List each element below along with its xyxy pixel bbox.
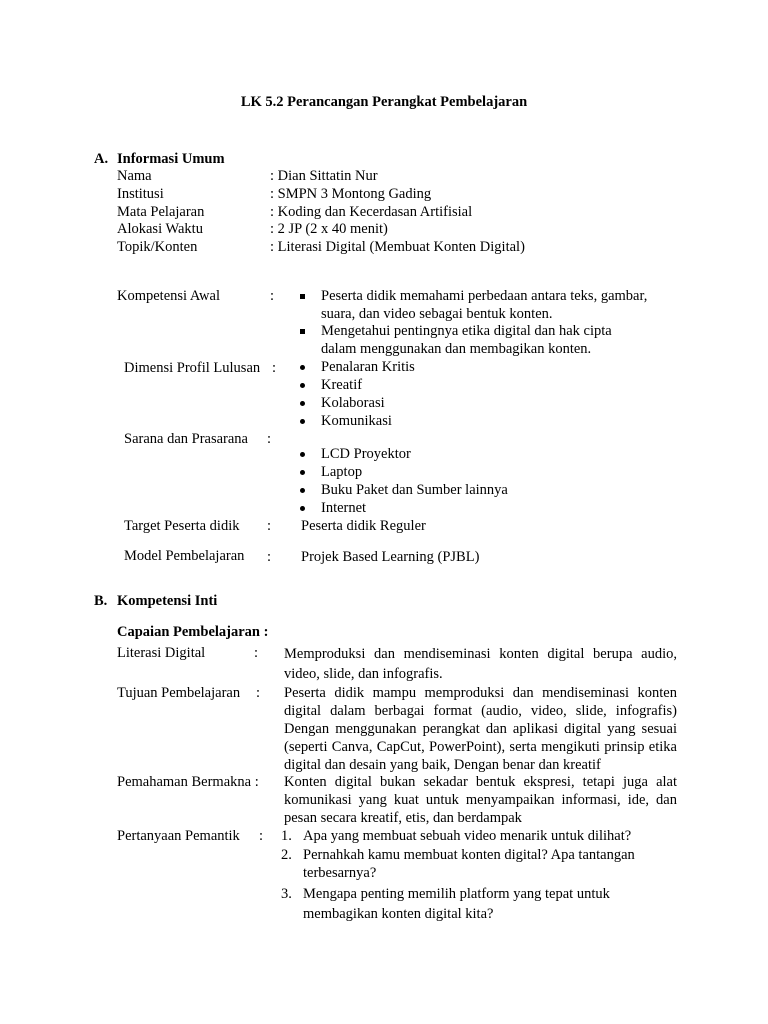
- kompetensi-awal-colon: :: [270, 288, 275, 304]
- pertanyaan-number-1: 1.: [281, 828, 292, 844]
- pertanyaan-item-2-line-2: terbesarnya?: [303, 865, 377, 881]
- model-label: Model Pembelajaran: [124, 548, 245, 564]
- model-value: Projek Based Learning (PJBL): [301, 549, 480, 565]
- dimensi-item-4: Komunikasi: [321, 413, 392, 429]
- section-b-letter: B.: [94, 593, 108, 609]
- info-value-mapel: : Koding dan Kecerdasan Artifisial: [270, 204, 473, 220]
- tujuan-colon: :: [256, 685, 261, 701]
- bullet-icon: [300, 383, 305, 388]
- info-label-nama: Nama: [117, 168, 152, 184]
- tujuan-text: Peserta didik mampu memproduksi dan mendiseminasi konten digital dalam berbagai format (audio, video, slide, infografis) Dengan menggunakan perangkat dan aplikasi digital yang sesuai (seperti Canva, CapCut, PowerPoint), serta mengikuti prinsip etika digital dan desain yang baik, Dengan benar dan kreatif: [284, 685, 677, 773]
- kompetensi-awal-item-2-line-1: Mengetahui pentingnya etika digital dan hak cipta: [321, 323, 612, 339]
- dimensi-item-2: Kreatif: [321, 377, 363, 393]
- square-bullet-icon: [300, 329, 305, 334]
- bullet-icon: [300, 488, 305, 493]
- pertanyaan-number-2: 2.: [281, 847, 292, 863]
- info-value-topik: : Literasi Digital (Membuat Konten Digital): [270, 239, 525, 255]
- literasi-label: Literasi Digital: [117, 645, 206, 661]
- capaian-heading: Capaian Pembelajaran :: [117, 624, 269, 640]
- info-label-alokasi: Alokasi Waktu: [117, 221, 203, 237]
- section-a-letter: A.: [94, 151, 109, 167]
- tujuan-label: Tujuan Pembelajaran: [117, 685, 241, 701]
- target-value: Peserta didik Reguler: [301, 518, 426, 534]
- dimensi-colon: :: [272, 360, 277, 376]
- square-bullet-icon: [300, 294, 305, 299]
- pertanyaan-item-3-line-2: membagikan konten digital kita?: [303, 906, 494, 922]
- section-a-heading: Informasi Umum: [117, 151, 225, 167]
- bullet-icon: [300, 365, 305, 370]
- section-b-heading: Kompetensi Inti: [117, 593, 218, 609]
- kompetensi-awal-item-2-line-2: dalam menggunakan dan membagikan konten.: [321, 341, 592, 357]
- pertanyaan-label: Pertanyaan Pemantik: [117, 828, 240, 844]
- info-label-topik: Topik/Konten: [117, 239, 198, 255]
- bullet-icon: [300, 419, 305, 424]
- pemahaman-label: Pemahaman Bermakna :: [117, 774, 259, 790]
- sarana-item-2: Laptop: [321, 464, 363, 480]
- target-label: Target Peserta didik: [124, 518, 240, 534]
- bullet-icon: [300, 506, 305, 511]
- sarana-colon: :: [267, 431, 272, 447]
- dimensi-item-1: Penalaran Kritis: [321, 359, 415, 375]
- kompetensi-awal-label: Kompetensi Awal: [117, 288, 220, 304]
- pertanyaan-item-1-line-1: Apa yang membuat sebuah video menarik untuk dilihat?: [303, 828, 632, 844]
- document-title: LK 5.2 Perancangan Perangkat Pembelajaran: [240, 94, 528, 110]
- dimensi-label: Dimensi Profil Lulusan: [124, 360, 261, 376]
- info-label-mapel: Mata Pelajaran: [117, 204, 205, 220]
- pertanyaan-number-3: 3.: [281, 886, 292, 902]
- info-value-alokasi: : 2 JP (2 x 40 menit): [270, 221, 388, 237]
- literasi-colon: :: [254, 645, 259, 661]
- info-value-institusi: : SMPN 3 Montong Gading: [270, 186, 432, 202]
- kompetensi-awal-item-1-line-2: suara, dan video sebagai bentuk konten.: [321, 306, 553, 322]
- sarana-label: Sarana dan Prasarana: [124, 431, 248, 447]
- bullet-icon: [300, 470, 305, 475]
- literasi-text: Memproduksi dan mendiseminasi konten digital berupa audio, video, slide, dan infografis.: [284, 646, 677, 682]
- bullet-icon: [300, 452, 305, 457]
- info-label-institusi: Institusi: [117, 186, 164, 202]
- model-colon: :: [267, 549, 272, 565]
- info-value-nama: : Dian Sittatin Nur: [270, 168, 378, 184]
- pertanyaan-item-2-line-1: Pernahkah kamu membuat konten digital? Apa tantangan: [303, 847, 635, 863]
- kompetensi-awal-item-1-line-1: Peserta didik memahami perbedaan antara teks, gambar,: [321, 288, 648, 304]
- target-colon: :: [267, 518, 272, 534]
- sarana-item-4: Internet: [321, 500, 367, 516]
- sarana-item-1: LCD Proyektor: [321, 446, 411, 462]
- bullet-icon: [300, 401, 305, 406]
- dimensi-item-3: Kolaborasi: [321, 395, 385, 411]
- pertanyaan-item-3-line-1: Mengapa penting memilih platform yang tepat untuk: [303, 886, 610, 902]
- pemahaman-text: Konten digital bukan sekadar bentuk ekspresi, tetapi juga alat komunikasi yang kuat untuk menyampaikan informasi, ide, dan pesan secara kreatif, etis, dan berdampak: [284, 774, 677, 826]
- pertanyaan-colon: :: [259, 828, 264, 844]
- sarana-item-3: Buku Paket dan Sumber lainnya: [321, 482, 508, 498]
